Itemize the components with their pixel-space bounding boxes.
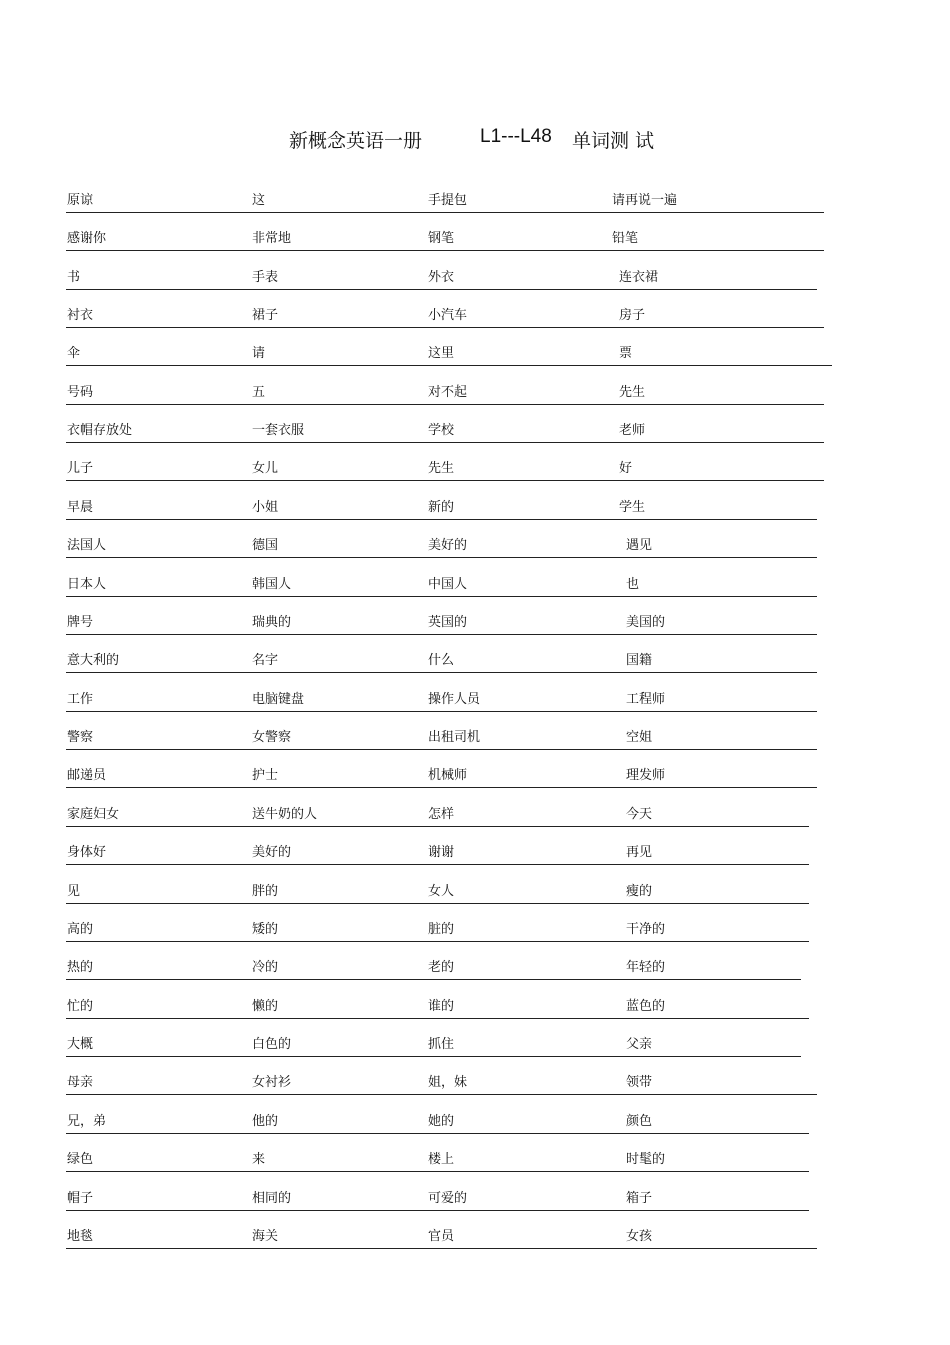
vocab-word-col-4: 女孩 — [626, 1229, 653, 1244]
table-row — [66, 884, 809, 904]
vocab-word-col-3: 小汽车 — [428, 308, 468, 323]
vocab-word-col-4: 瘦的 — [626, 884, 653, 899]
vocab-word-col-2: 来 — [252, 1152, 266, 1167]
table-row — [66, 1114, 809, 1134]
vocab-word-col-1: 衬衣 — [67, 308, 94, 323]
vocab-word-col-2: 瑞典的 — [252, 615, 292, 630]
vocab-word-col-3: 出租司机 — [428, 730, 481, 745]
vocab-word-col-3: 谢谢 — [428, 845, 455, 860]
vocab-word-col-3: 机械师 — [428, 768, 468, 783]
vocab-word-col-4: 今天 — [626, 807, 653, 822]
vocab-word-col-4: 年轻的 — [626, 960, 666, 975]
vocab-word-col-4: 再见 — [626, 845, 653, 860]
table-row — [66, 461, 824, 481]
vocab-word-col-3: 她的 — [428, 1114, 455, 1129]
table-row — [66, 577, 817, 597]
answer-underline — [66, 365, 832, 366]
vocab-word-col-1: 法国人 — [67, 538, 107, 553]
vocab-word-col-1: 大概 — [67, 1037, 94, 1052]
answer-underline — [66, 1094, 817, 1095]
vocab-word-col-3: 对不起 — [428, 385, 468, 400]
vocab-word-col-1: 忙的 — [67, 999, 94, 1014]
vocab-word-col-3: 新的 — [428, 500, 455, 515]
table-row — [66, 768, 817, 788]
vocab-word-col-4: 父亲 — [626, 1037, 653, 1052]
table-row — [66, 807, 809, 827]
title-test-label: 单词测 试 — [572, 130, 655, 152]
table-row — [66, 1037, 801, 1057]
answer-underline — [66, 979, 801, 980]
table-row — [66, 730, 817, 750]
vocab-word-col-4: 领带 — [626, 1075, 653, 1090]
vocab-word-col-1: 儿子 — [67, 461, 94, 476]
vocab-word-col-3: 脏的 — [428, 922, 455, 937]
vocab-word-col-4: 也 — [626, 577, 640, 592]
vocab-word-col-2: 懒的 — [252, 999, 279, 1014]
title-text: 新概念英语一册 — [289, 130, 423, 152]
vocab-word-col-3: 官员 — [428, 1229, 455, 1244]
vocab-word-col-3: 外衣 — [428, 270, 455, 285]
table-row — [66, 538, 817, 558]
vocab-word-col-4: 空姐 — [626, 730, 653, 745]
vocab-word-col-4: 房子 — [619, 308, 646, 323]
vocab-word-col-1: 意大利的 — [67, 653, 120, 668]
answer-underline — [66, 289, 817, 290]
answer-underline — [66, 672, 817, 673]
vocab-word-col-2: 请 — [252, 346, 266, 361]
vocab-word-col-1: 早晨 — [67, 500, 94, 515]
vocab-word-col-1: 号码 — [67, 385, 94, 400]
answer-underline — [66, 404, 824, 405]
vocab-word-col-3: 中国人 — [428, 577, 468, 592]
vocab-word-col-2: 这 — [252, 193, 266, 208]
vocab-word-col-1: 帽子 — [67, 1191, 94, 1206]
table-row — [66, 999, 809, 1019]
vocab-word-col-4: 箱子 — [626, 1191, 653, 1206]
vocab-word-col-3: 先生 — [428, 461, 455, 476]
answer-underline — [66, 480, 824, 481]
answer-underline — [66, 826, 809, 827]
vocab-word-col-2: 他的 — [252, 1114, 279, 1129]
vocab-word-col-3: 学校 — [428, 423, 455, 438]
vocab-word-col-2: 白色的 — [252, 1037, 292, 1052]
answer-underline — [66, 864, 809, 865]
answer-underline — [66, 1056, 801, 1057]
answer-underline — [66, 941, 809, 942]
vocab-word-col-2: 冷的 — [252, 960, 279, 975]
answer-underline — [66, 519, 817, 520]
table-row — [66, 615, 817, 635]
vocab-word-col-3: 可爱的 — [428, 1191, 468, 1206]
vocab-word-col-1: 感谢你 — [67, 231, 107, 246]
answer-underline — [66, 557, 817, 558]
vocab-word-col-1: 原谅 — [67, 193, 94, 208]
vocab-word-col-4: 理发师 — [626, 768, 666, 783]
vocab-word-col-2: 矮的 — [252, 922, 279, 937]
vocab-word-col-4: 时髦的 — [626, 1152, 666, 1167]
vocab-word-col-4: 颜色 — [626, 1114, 653, 1129]
answer-underline — [66, 711, 817, 712]
vocab-word-col-1: 身体好 — [67, 845, 107, 860]
vocab-word-col-4: 蓝色的 — [626, 999, 666, 1014]
vocab-word-col-1: 兄，弟 — [67, 1114, 107, 1129]
vocab-word-col-2: 相同的 — [252, 1191, 292, 1206]
vocab-word-col-2: 女衬衫 — [252, 1075, 292, 1090]
vocab-word-col-2: 电脑键盘 — [252, 692, 305, 707]
vocab-word-col-2: 韩国人 — [252, 577, 292, 592]
vocab-word-col-3: 楼上 — [428, 1152, 455, 1167]
answer-underline — [66, 442, 824, 443]
vocab-word-col-4: 连衣裙 — [619, 270, 659, 285]
vocab-word-col-4: 国籍 — [626, 653, 653, 668]
vocab-word-col-3: 谁的 — [428, 999, 455, 1014]
table-row — [66, 500, 817, 520]
vocab-word-col-3: 这里 — [428, 346, 455, 361]
vocab-word-col-3: 什么 — [428, 653, 455, 668]
vocab-word-col-4: 老师 — [619, 423, 646, 438]
vocab-word-col-1: 日本人 — [67, 577, 107, 592]
table-row — [66, 1229, 817, 1249]
answer-underline — [66, 212, 824, 213]
vocab-word-col-2: 非常地 — [252, 231, 292, 246]
vocab-word-col-1: 地毯 — [67, 1229, 94, 1244]
vocab-word-col-3: 抓住 — [428, 1037, 455, 1052]
vocab-word-col-2: 女警察 — [252, 730, 292, 745]
vocab-word-col-2: 手表 — [252, 270, 279, 285]
vocab-word-col-4: 请再说一遍 — [612, 193, 678, 208]
vocab-word-col-3: 操作人员 — [428, 692, 481, 707]
vocab-word-col-1: 工作 — [67, 692, 94, 707]
vocab-word-col-3: 老的 — [428, 960, 455, 975]
vocab-word-col-1: 家庭妇女 — [67, 807, 120, 822]
answer-underline — [66, 327, 824, 328]
vocab-word-col-4: 遇见 — [626, 538, 653, 553]
vocab-word-col-2: 护士 — [252, 768, 279, 783]
table-row — [66, 231, 824, 251]
vocab-word-col-3: 怎样 — [428, 807, 455, 822]
vocab-word-col-2: 送牛奶的人 — [252, 807, 318, 822]
vocab-word-col-2: 五 — [252, 385, 266, 400]
vocab-word-col-4: 铅笔 — [612, 231, 639, 246]
vocab-word-col-4: 好 — [619, 461, 633, 476]
table-row — [66, 385, 824, 405]
answer-underline — [66, 250, 824, 251]
title-lesson-range: L1---L48 — [480, 126, 552, 147]
answer-underline — [66, 1133, 809, 1134]
vocab-word-col-3: 英国的 — [428, 615, 468, 630]
answer-underline — [66, 903, 809, 904]
vocab-word-col-1: 警察 — [67, 730, 94, 745]
vocab-word-col-4: 学生 — [619, 500, 646, 515]
vocab-word-col-2: 德国 — [252, 538, 279, 553]
answer-underline — [66, 787, 817, 788]
vocab-word-col-1: 见 — [67, 884, 81, 899]
vocab-word-col-1: 书 — [67, 270, 81, 285]
vocab-word-col-2: 美好的 — [252, 845, 292, 860]
vocab-word-col-2: 裙子 — [252, 308, 279, 323]
table-row — [66, 308, 824, 328]
table-row — [66, 423, 824, 443]
vocab-word-col-1: 高的 — [67, 922, 94, 937]
vocab-word-col-2: 一套衣服 — [252, 423, 305, 438]
vocab-word-col-4: 票 — [619, 346, 633, 361]
vocab-word-col-1: 牌号 — [67, 615, 94, 630]
page-title — [0, 126, 950, 152]
table-row — [66, 1075, 817, 1095]
vocab-word-col-3: 姐，妹 — [428, 1075, 468, 1090]
vocab-word-col-4: 先生 — [619, 385, 646, 400]
vocab-word-col-1: 绿色 — [67, 1152, 94, 1167]
table-row — [66, 1152, 809, 1172]
answer-underline — [66, 1210, 809, 1211]
table-row — [66, 653, 817, 673]
vocab-word-col-4: 工程师 — [626, 692, 666, 707]
vocab-word-col-2: 胖的 — [252, 884, 279, 899]
table-row — [66, 1191, 809, 1211]
table-row — [66, 346, 832, 366]
vocab-word-col-3: 女人 — [428, 884, 455, 899]
vocab-word-col-4: 干净的 — [626, 922, 666, 937]
vocab-word-col-3: 手提包 — [428, 193, 468, 208]
answer-underline — [66, 596, 817, 597]
table-row — [66, 193, 824, 213]
vocab-word-col-2: 海关 — [252, 1229, 279, 1244]
answer-underline — [66, 1248, 817, 1249]
vocab-word-col-1: 衣帽存放处 — [67, 423, 133, 438]
vocab-word-col-4: 美国的 — [626, 615, 666, 630]
answer-underline — [66, 634, 817, 635]
vocab-word-col-1: 邮递员 — [67, 768, 107, 783]
vocab-word-col-3: 美好的 — [428, 538, 468, 553]
vocab-word-col-2: 小姐 — [252, 500, 279, 515]
vocab-word-col-1: 母亲 — [67, 1075, 94, 1090]
answer-underline — [66, 1018, 809, 1019]
vocab-word-col-1: 热的 — [67, 960, 94, 975]
vocab-word-col-3: 钢笔 — [428, 231, 455, 246]
answer-underline — [66, 1171, 809, 1172]
table-row — [66, 922, 809, 942]
answer-underline — [66, 749, 817, 750]
table-row — [66, 270, 817, 290]
vocab-word-col-2: 名字 — [252, 653, 279, 668]
table-row — [66, 845, 809, 865]
vocab-word-col-2: 女儿 — [252, 461, 279, 476]
table-row — [66, 960, 801, 980]
vocab-word-col-1: 伞 — [67, 346, 81, 361]
table-row — [66, 692, 817, 712]
